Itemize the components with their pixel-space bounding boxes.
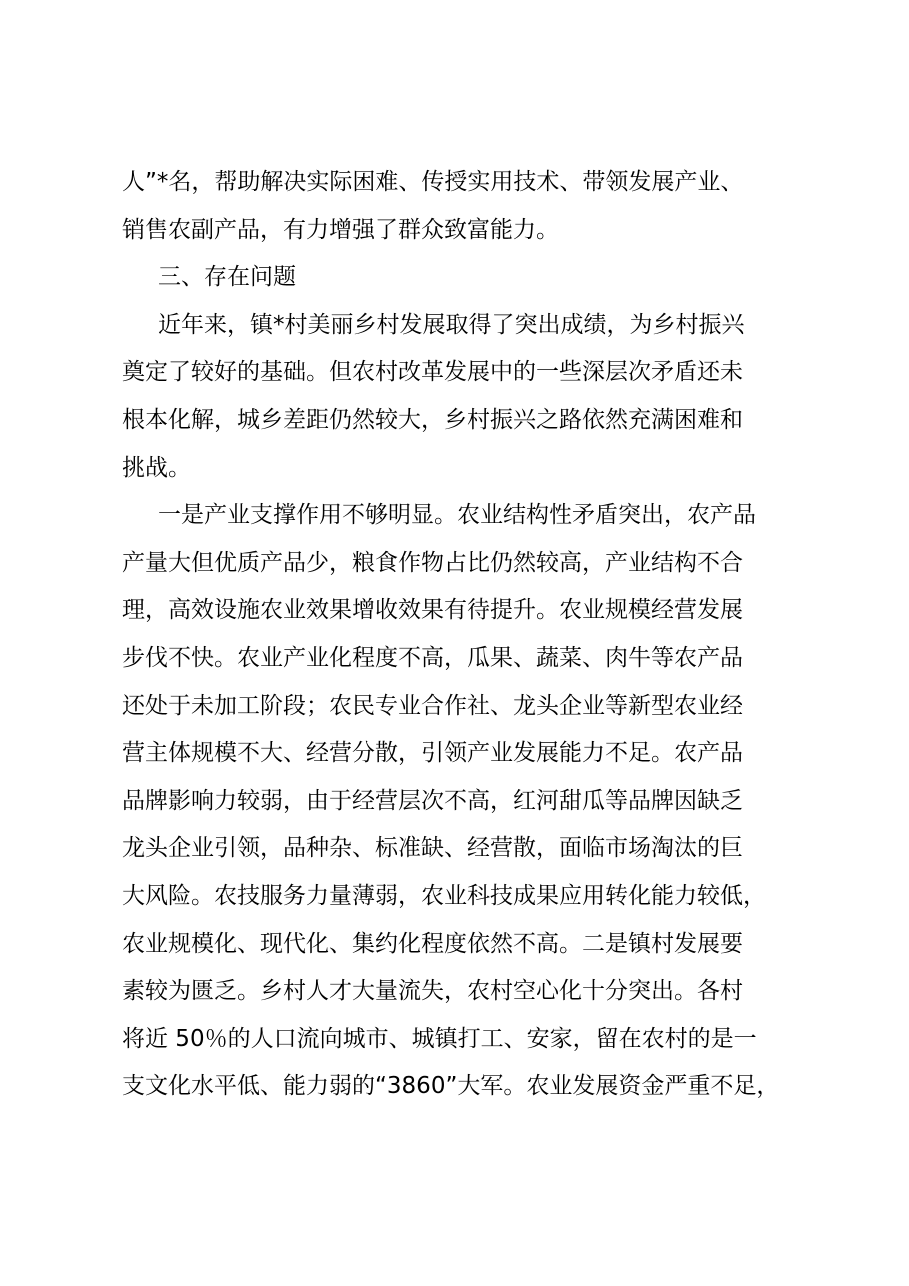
text-line-20: 支文化水平低、能力弱的“3860”大军。农业发展资金严重不足， <box>122 1073 780 1100</box>
document-body <box>122 159 807 1111</box>
text-line-8: 一是产业支撑作用不够明显。农业结构性矛盾突出，农产品 <box>158 502 756 529</box>
text-line-15: 龙头企业引领，品种杂、标准缺、经营散，面临市场淘汰的巨 <box>122 835 743 862</box>
text-line-16: 大风险。农技服务力量薄弱，农业科技成果应用转化能力较低， <box>122 882 766 909</box>
text-line-5: 奠定了较好的基础。但农村改革发展中的一些深层次矛盾还未 <box>122 359 743 386</box>
text-line-1: 人”*名，帮助解决实际困难、传授实用技术、带领发展产业、 <box>122 169 744 195</box>
text-line-18: 素较为匮乏。乡村人才大量流失，农村空心化十分突出。各村 <box>122 978 743 1005</box>
text-line-17: 农业规模化、现代化、集约化程度依然不高。二是镇村发展要 <box>122 930 743 957</box>
text-line-12: 还处于未加工阶段；农民专业合作社、龙头企业等新型农业经 <box>122 692 743 719</box>
text-line-7: 挑战。 <box>122 454 191 481</box>
text-line-10: 理，高效设施农业效果增收效果有待提升。农业规模经营发展 <box>122 597 743 624</box>
section-heading: 三、存在问题 <box>158 264 296 291</box>
text-line-4: 近年来，镇*村美丽乡村发展取得了突出成绩，为乡村振兴 <box>158 311 745 338</box>
text-line-2: 销售农副产品，有力增强了群众致富能力。 <box>122 216 559 243</box>
text-line-11: 步伐不快。农业产业化程度不高，瓜果、蔬菜、肉牛等农产品 <box>122 644 743 671</box>
text-line-6: 根本化解，城乡差距仍然较大，乡村振兴之路依然充满困难和 <box>122 406 743 433</box>
text-line-9: 产量大但优质产品少，粮食作物占比仍然较高，产业结构不合 <box>122 549 743 576</box>
text-line-19: 将近 50％的人口流向城市、城镇打工、安家，留在农村的是一 <box>122 1025 757 1052</box>
text-line-14: 品牌影响力较弱，由于经营层次不高，红河甜瓜等品牌因缺乏 <box>122 787 743 814</box>
text-line-13: 营主体规模不大、经营分散，引领产业发展能力不足。农产品 <box>122 740 743 767</box>
